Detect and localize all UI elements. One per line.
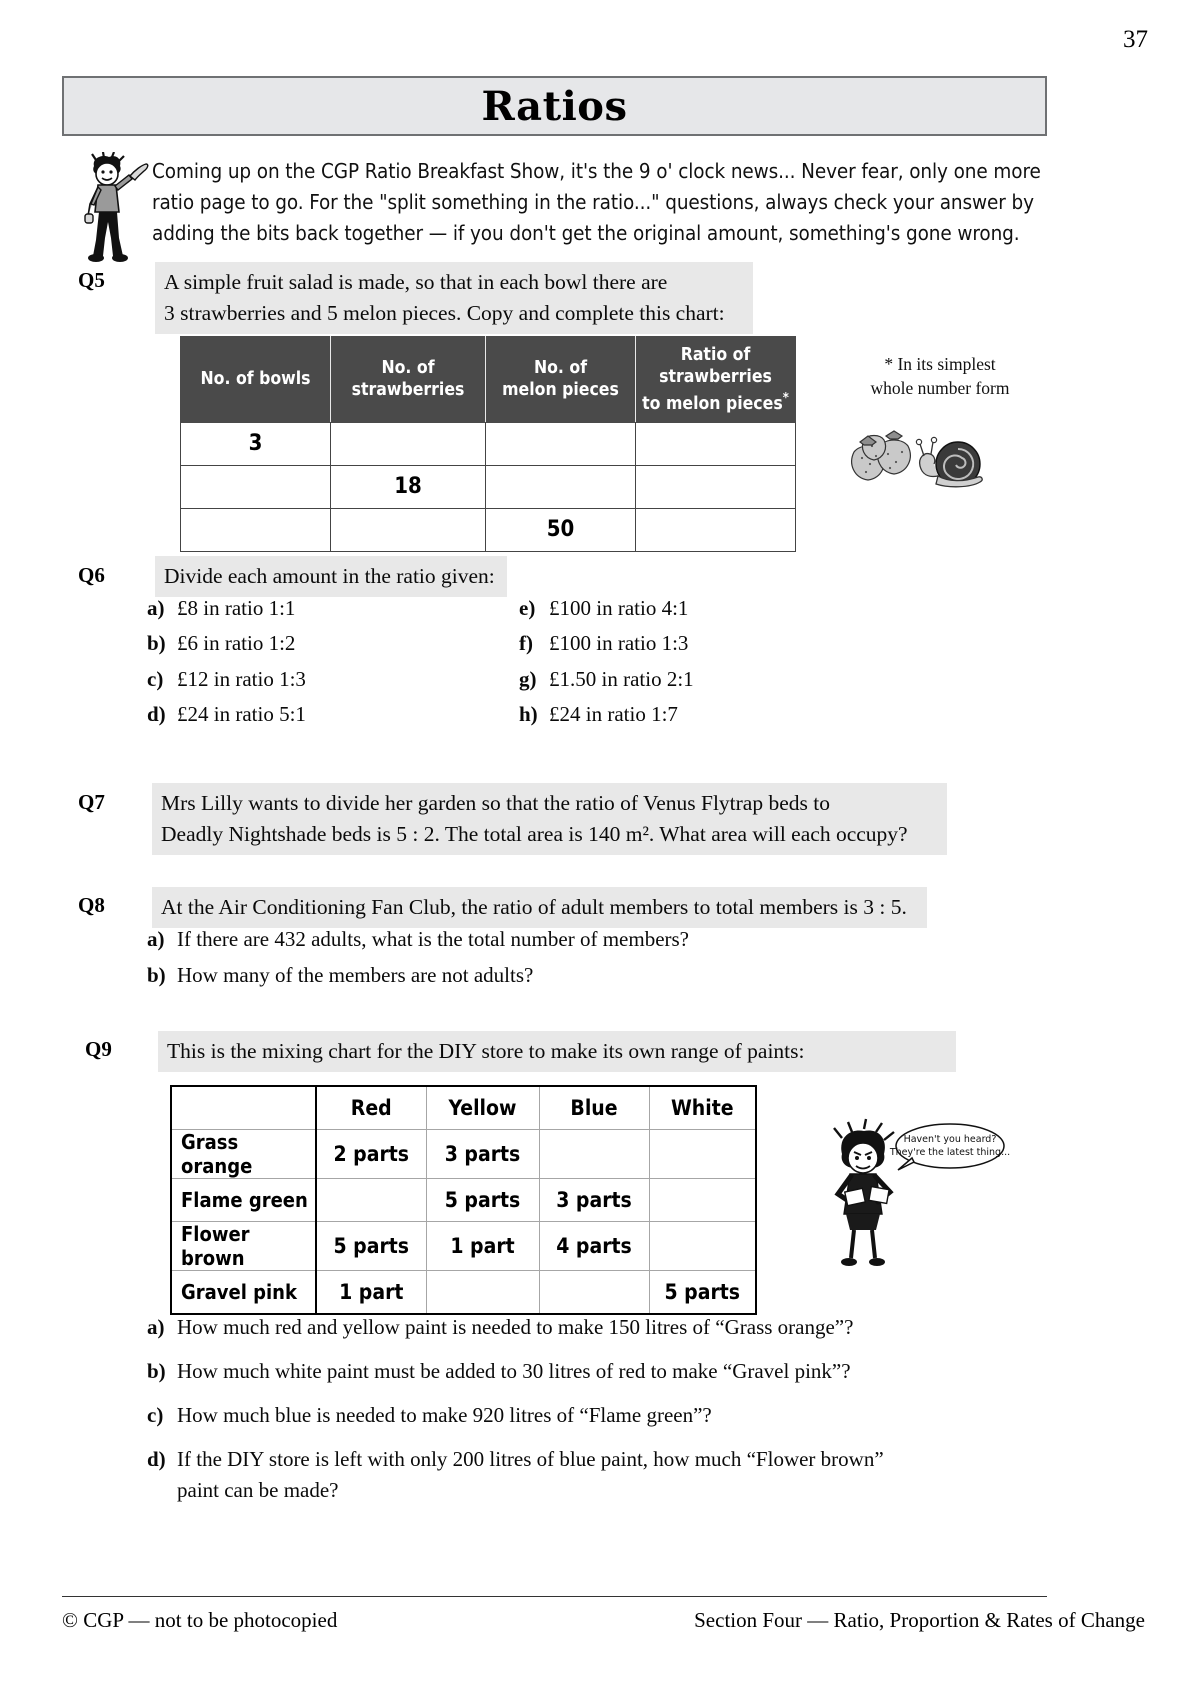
- q8-item-a-letter: a): [147, 927, 165, 951]
- cell-gravel-pink-yellow[interactable]: [426, 1271, 539, 1315]
- cell-ratio-r3[interactable]: [636, 508, 796, 551]
- q7-prompt-line-2: Deadly Nightshade beds is 5 : 2. The total area is 140 m². What area will each occupy?: [161, 822, 908, 846]
- cell-strawberries-r2[interactable]: 18: [331, 465, 486, 508]
- question-number-q7: Q7: [78, 790, 105, 814]
- question-number-q5: Q5: [78, 268, 105, 292]
- header-red: Red: [316, 1086, 426, 1130]
- cell-ratio-r1[interactable]: [636, 422, 796, 465]
- q6-item-h-letter: h): [519, 702, 538, 726]
- q6-item-g-letter: g): [519, 667, 537, 691]
- speech-bubble-line-1: Haven't you heard?: [903, 1134, 997, 1145]
- cell-gravel-pink-red[interactable]: 1 part: [316, 1271, 426, 1315]
- intro-text: [152, 152, 1041, 249]
- cell-bowls-r1[interactable]: 3: [181, 422, 331, 465]
- q6-item-a-text: £8 in ratio 1:1: [177, 596, 296, 620]
- q9-item-d-letter: d): [147, 1447, 166, 1471]
- footer-section-label: Section Four — Ratio, Proportion & Rates of Change: [694, 1608, 1145, 1632]
- question-prompt-q9: This is the mixing chart for the DIY store to make its own range of paints:: [158, 1031, 956, 1072]
- q5-footnote-line-2: whole number form: [870, 378, 1010, 398]
- page-title-banner: [62, 76, 1047, 136]
- header-paint-name-blank: [171, 1086, 316, 1130]
- table-row: [171, 1179, 756, 1222]
- cell-gravel-pink-white[interactable]: 5 parts: [649, 1271, 756, 1315]
- header-no-of-melon-pieces: No. of melon pieces: [486, 337, 636, 423]
- q7-prompt-line-1: Mrs Lilly wants to divide her garden so that the ratio of Venus Flytrap beds to: [161, 791, 830, 815]
- q6-item-d-text: £24 in ratio 5:1: [177, 702, 306, 726]
- cell-grass-orange-white[interactable]: [649, 1130, 756, 1179]
- row-label-flower-brown: Flower brown: [171, 1222, 316, 1271]
- cell-flame-green-yellow[interactable]: 5 parts: [426, 1179, 539, 1222]
- q6-item-d: [147, 702, 306, 727]
- q9-item-b: [147, 1359, 851, 1384]
- cell-grass-orange-blue[interactable]: [539, 1130, 649, 1179]
- cell-flower-brown-white[interactable]: [649, 1222, 756, 1271]
- q6-item-b-text: £6 in ratio 1:2: [177, 631, 296, 655]
- cell-flame-green-white[interactable]: [649, 1179, 756, 1222]
- header-no-of-strawberries: No. of strawberries: [331, 337, 486, 423]
- q9-item-a-text: How much red and yellow paint is needed to make 150 litres of “Grass orange”?: [177, 1315, 854, 1339]
- question-prompt-q7: [152, 783, 947, 855]
- q6-item-c-text: £12 in ratio 1:3: [177, 667, 306, 691]
- cell-flower-brown-yellow[interactable]: 1 part: [426, 1222, 539, 1271]
- q6-item-c-letter: c): [147, 667, 164, 691]
- header-ratio-strawberries-to-melon: Ratio of strawberries to melon pieces*: [636, 337, 796, 423]
- q6-item-c: [147, 667, 306, 692]
- cell-bowls-r3[interactable]: [181, 508, 331, 551]
- q9-item-d-text-line-2: paint can be made?: [177, 1478, 339, 1502]
- footer-copyright: © CGP — not to be photocopied: [62, 1608, 338, 1632]
- q9-item-a-letter: a): [147, 1315, 165, 1339]
- cell-grass-orange-red[interactable]: 2 parts: [316, 1130, 426, 1179]
- question-number-q6: Q6: [78, 563, 105, 587]
- q6-item-h: [519, 702, 678, 727]
- cell-gravel-pink-blue[interactable]: [539, 1271, 649, 1315]
- q6-item-e: [519, 596, 688, 621]
- q9-item-c: [147, 1403, 712, 1428]
- q9-item-c-letter: c): [147, 1403, 164, 1427]
- table-header-row: [181, 337, 796, 423]
- q6-item-f-text: £100 in ratio 1:3: [549, 631, 689, 655]
- question-number-q9: Q9: [85, 1037, 112, 1061]
- footer-divider: [62, 1596, 1047, 1597]
- row-label-gravel-pink: Gravel pink: [171, 1271, 316, 1315]
- q9-item-b-text: How much white paint must be added to 30 litres of red to make “Gravel pink”?: [177, 1359, 851, 1383]
- cell-ratio-r2[interactable]: [636, 465, 796, 508]
- table-row: [181, 465, 796, 508]
- cell-strawberries-r1[interactable]: [331, 422, 486, 465]
- q6-item-h-text: £24 in ratio 1:7: [549, 702, 678, 726]
- table-row: [171, 1222, 756, 1271]
- question-prompt-q8: At the Air Conditioning Fan Club, the ratio of adult members to total members is 3 : 5.: [152, 887, 927, 928]
- table-row: [171, 1271, 756, 1315]
- q6-item-f-letter: f): [519, 631, 533, 655]
- q6-item-b-letter: b): [147, 631, 166, 655]
- header-blue: Blue: [539, 1086, 649, 1130]
- strawberries-and-snail-icon: [838, 412, 998, 502]
- q8-item-b-text: How many of the members are not adults?: [177, 963, 534, 987]
- q6-item-g-text: £1.50 in ratio 2:1: [549, 667, 694, 691]
- q6-item-d-letter: d): [147, 702, 166, 726]
- pointing-character-icon: [72, 152, 152, 262]
- q6-item-f: [519, 631, 688, 656]
- woman-with-speech-bubble-icon: [820, 1118, 1020, 1278]
- header-no-of-bowls: No. of bowls: [181, 337, 331, 423]
- cell-flame-green-blue[interactable]: 3 parts: [539, 1179, 649, 1222]
- cell-flame-green-red[interactable]: [316, 1179, 426, 1222]
- q6-item-b: [147, 631, 295, 656]
- q6-item-g: [519, 667, 694, 692]
- cell-melon-r3[interactable]: 50: [486, 508, 636, 551]
- cell-bowls-r2[interactable]: [181, 465, 331, 508]
- q9-item-a: [147, 1315, 853, 1340]
- q8-item-a: [147, 927, 689, 952]
- page-number: 37: [1123, 26, 1148, 53]
- header-white: White: [649, 1086, 756, 1130]
- cell-strawberries-r3[interactable]: [331, 508, 486, 551]
- intro-line-2: ratio page to go. For the "split something in the ratio..." questions, always check your answer by: [152, 190, 1034, 214]
- table-header-row: [171, 1086, 756, 1130]
- intro-line-3: adding the bits back together — if you don't get the original amount, something's gone wrong.: [152, 221, 1020, 245]
- q8-item-a-text: If there are 432 adults, what is the total number of members?: [177, 927, 689, 951]
- cell-melon-r2[interactable]: [486, 465, 636, 508]
- cell-flower-brown-blue[interactable]: 4 parts: [539, 1222, 649, 1271]
- intro-line-1: Coming up on the CGP Ratio Breakfast Show, it's the 9 o' clock news... Never fear, only one more: [152, 159, 1041, 183]
- cell-melon-r1[interactable]: [486, 422, 636, 465]
- q9-item-b-letter: b): [147, 1359, 166, 1383]
- cell-grass-orange-yellow[interactable]: 3 parts: [426, 1130, 539, 1179]
- speech-bubble-line-2: They're the latest thing...: [889, 1147, 1011, 1158]
- fruit-salad-table: [180, 336, 796, 552]
- q9-item-d-text-line-1: If the DIY store is left with only 200 litres of blue paint, how much “Flower brown”: [177, 1447, 884, 1471]
- row-label-flame-green: Flame green: [171, 1179, 316, 1222]
- table-row: [181, 422, 796, 465]
- footnote-star-marker: *: [782, 391, 789, 406]
- q5-footnote-line-1: * In its simplest: [884, 354, 996, 374]
- q6-item-e-text: £100 in ratio 4:1: [549, 596, 689, 620]
- row-label-grass-orange: Grass orange: [171, 1130, 316, 1179]
- q5-prompt-line-1: A simple fruit salad is made, so that in each bowl there are: [164, 270, 668, 294]
- question-number-q8: Q8: [78, 893, 105, 917]
- q6-item-e-letter: e): [519, 596, 536, 620]
- q8-item-b: [147, 963, 533, 988]
- header-yellow: Yellow: [426, 1086, 539, 1130]
- q6-item-a-letter: a): [147, 596, 165, 620]
- paint-mixing-table: [170, 1085, 757, 1315]
- q8-item-b-letter: b): [147, 963, 166, 987]
- q9-item-c-text: How much blue is needed to make 920 litres of “Flame green”?: [177, 1403, 712, 1427]
- q6-item-a: [147, 596, 295, 621]
- question-prompt-q6: Divide each amount in the ratio given:: [155, 556, 507, 597]
- q5-footnote: [845, 352, 1035, 400]
- intro-block: [72, 152, 1052, 262]
- q9-item-d: [147, 1447, 1027, 1503]
- table-row: [171, 1130, 756, 1179]
- table-row: [181, 508, 796, 551]
- cell-flower-brown-red[interactable]: 5 parts: [316, 1222, 426, 1271]
- page-title: Ratios: [481, 82, 628, 130]
- question-prompt-q5: [155, 262, 753, 334]
- q5-prompt-line-2: 3 strawberries and 5 melon pieces. Copy and complete this chart:: [164, 301, 725, 325]
